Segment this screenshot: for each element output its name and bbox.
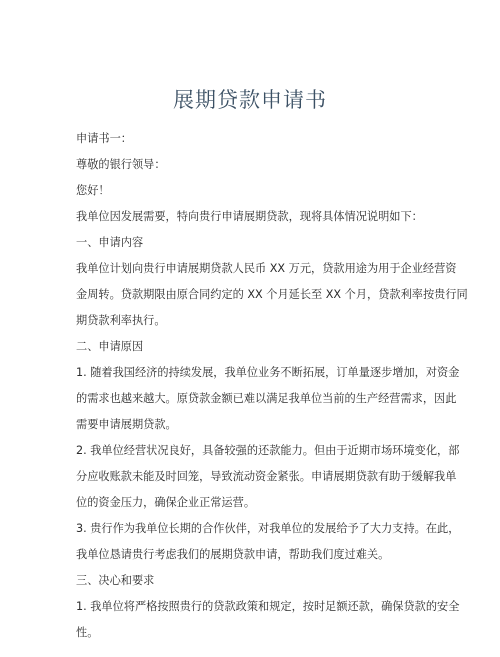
intro-paragraph: 我单位因发展需要，特向贵行申请展期贷款，现将具体情况说明如下： bbox=[76, 210, 423, 223]
greeting: 您好！ bbox=[76, 184, 110, 197]
reason-2-line: 分应收账款未能及时回笼，导致流动资金紧张。申请展期贷款有助于缓解我单 bbox=[76, 470, 457, 483]
salutation-heading: 申请书一： bbox=[76, 132, 132, 145]
reason-2-line: 2. 我单位经营状况良好，具备较强的还款能力。但由于近期市场环境变化，部 bbox=[76, 444, 460, 457]
reason-1-line: 的需求也越来越大。原贷款金额已难以满足我单位当前的生产经营需求，因此 bbox=[76, 392, 457, 405]
commitment-1-line: 1. 我单位将严格按照贵行的贷款政策和规定，按时足额还款，确保贷款的安全 bbox=[76, 600, 460, 613]
greeting-recipient: 尊敬的银行领导： bbox=[76, 158, 166, 171]
reason-3-line: 我单位恳请贵行考虑我们的展期贷款申请，帮助我们度过难关。 bbox=[76, 548, 390, 561]
document-body bbox=[76, 126, 468, 646]
content-paragraph-line: 我单位计划向贵行申请展期贷款人民币 XX 万元，贷款用途为用于企业经营资 bbox=[76, 262, 457, 275]
section-heading-reasons: 二、申请原因 bbox=[76, 340, 144, 353]
content-paragraph-line: 期贷款利率执行。 bbox=[76, 314, 166, 327]
document-title: 展期贷款申请书 bbox=[173, 88, 327, 112]
reason-2-line: 位的资金压力，确保企业正常运营。 bbox=[76, 496, 256, 509]
commitment-1-line: 性。 bbox=[76, 626, 99, 639]
section-heading-commitments: 三、决心和要求 bbox=[76, 574, 155, 587]
reason-1-line: 需要申请展期贷款。 bbox=[76, 418, 177, 431]
reason-1-line: 1. 随着我国经济的持续发展，我单位业务不断拓展，订单量逐步增加，对资金 bbox=[76, 366, 460, 379]
reason-3-line: 3. 贵行作为我单位长期的合作伙伴，对我单位的发展给予了大力支持。在此， bbox=[76, 522, 460, 535]
content-paragraph-line: 金周转。贷款期限由原合同约定的 XX 个月延长至 XX 个月，贷款利率按贵行同 bbox=[76, 288, 468, 301]
section-heading-content: 一、申请内容 bbox=[76, 236, 144, 249]
